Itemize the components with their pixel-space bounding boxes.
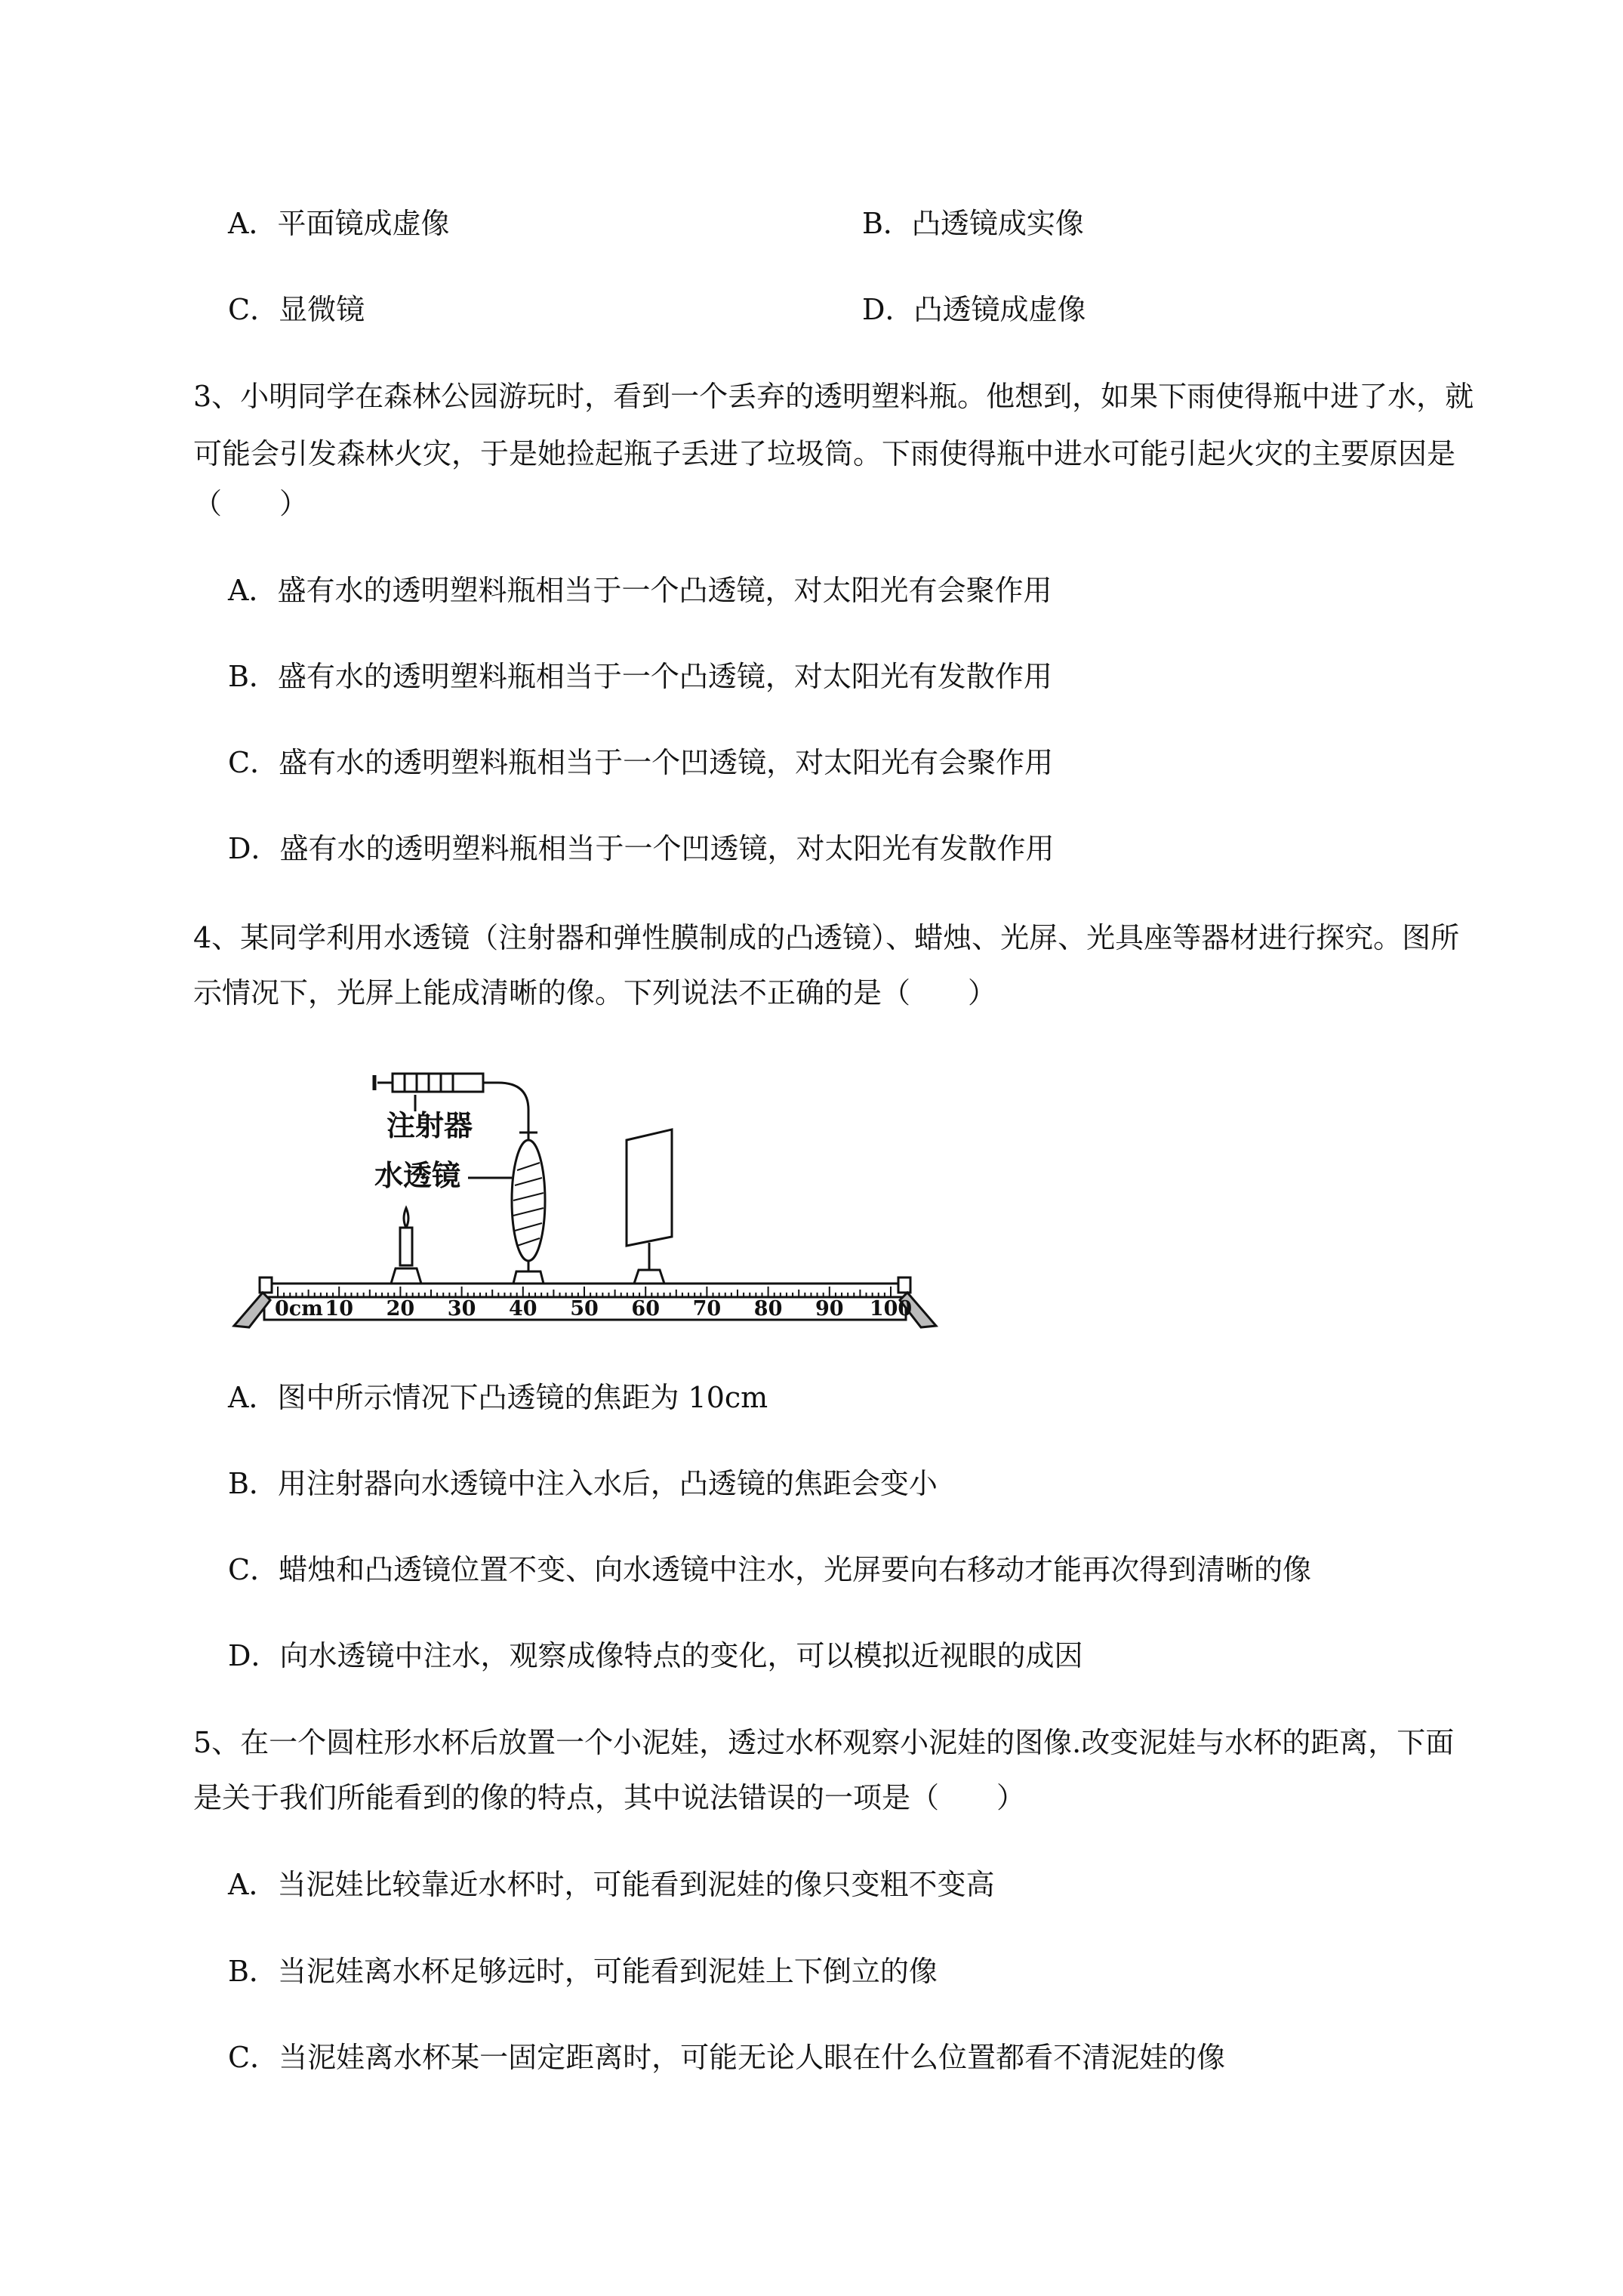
ruler-tick-label: 40 [509, 1297, 537, 1321]
water-lens-label: 水透镜 [374, 1159, 461, 1192]
q3-stem-line-2: 可能会引发森林火灾，于是她捡起瓶子丢进了垃圾筒。下雨使得瓶中进水可能引起火灾的主要原因是 [193, 437, 1456, 470]
ruler-tick-label: 0cm [275, 1297, 323, 1321]
q4-option-d: D．向水透镜中注水，观察成像特点的变化，可以模拟近视眼的成因 [228, 1639, 1083, 1672]
q4-option-b: B．用注射器向水透镜中注入水后，凸透镜的焦距会变小 [228, 1467, 938, 1500]
ruler-tick-label: 10 [325, 1297, 353, 1321]
q4-option-a: A．图中所示情况下凸透镜的焦距为 10cm [228, 1381, 768, 1414]
ruler-tick-label: 60 [631, 1297, 660, 1321]
q2-option-c: C．显微镜 [228, 293, 365, 326]
q3-option-b: B．盛有水的透明塑料瓶相当于一个凸透镜，对太阳光有发散作用 [228, 660, 1052, 693]
q2-option-d: D．凸透镜成虚像 [862, 293, 1086, 326]
q5-stem-line-1: 5、在一个圆柱形水杯后放置一个小泥娃，透过水杯观察小泥娃的图像.改变泥娃与水杯的距离，下面 [193, 1726, 1455, 1759]
q2-option-b: B．凸透镜成实像 [862, 207, 1084, 240]
light-screen-icon [627, 1130, 672, 1284]
q3-option-c: C．盛有水的透明塑料瓶相当于一个凹透镜，对太阳光有会聚作用 [228, 746, 1054, 779]
ruler-tick-label: 90 [815, 1297, 844, 1321]
candle-icon [391, 1208, 421, 1284]
ruler-tick-label: 80 [753, 1297, 783, 1321]
q4-stem-line-2: 示情况下，光屏上能成清晰的像。下列说法不正确的是（ ） [193, 976, 997, 1009]
ruler-tick-label: 50 [570, 1297, 599, 1321]
q3-option-a: A．盛有水的透明塑料瓶相当于一个凸透镜，对太阳光有会聚作用 [228, 574, 1052, 607]
q4-option-c: C．蜡烛和凸透镜位置不变、向水透镜中注水，光屏要向右移动才能再次得到清晰的像 [228, 1553, 1312, 1586]
q5-stem-line-2: 是关于我们所能看到的像的特点，其中说法错误的一项是（ ） [193, 1781, 1026, 1814]
ruler-tick-label: 30 [447, 1297, 476, 1321]
q5-option-c: C．当泥娃离水杯某一固定距离时，可能无论人眼在什么位置都看不清泥娃的像 [228, 2041, 1226, 2074]
q3-option-d: D．盛有水的透明塑料瓶相当于一个凹透镜，对太阳光有发散作用 [228, 832, 1055, 865]
ruler-tick-label: 20 [386, 1297, 415, 1321]
q5-option-a: A．当泥娃比较靠近水杯时，可能看到泥娃的像只变粗不变高 [228, 1868, 995, 1901]
ruler-tick-label: 100 [869, 1297, 913, 1321]
q2-option-a: A．平面镜成虚像 [228, 207, 450, 240]
ruler-tick-label: 70 [692, 1297, 722, 1321]
q3-stem-line-3: （ ） [193, 487, 309, 520]
water-lens-icon [512, 1117, 545, 1284]
optical-bench-figure [226, 1057, 951, 1329]
q4-stem-line-1: 4、某同学利用水透镜（注射器和弹性膜制成的凸透镜）、蜡烛、光屏、光具座等器材进行探究。图所 [193, 921, 1460, 954]
syringe-label: 注射器 [387, 1109, 473, 1142]
q5-option-b: B．当泥娃离水杯足够远时，可能看到泥娃上下倒立的像 [228, 1955, 938, 1988]
q3-stem-line-1: 3、小明同学在森林公园游玩时，看到一个丢弃的透明塑料瓶。他想到，如果下雨使得瓶中进了水，就 [193, 380, 1474, 413]
